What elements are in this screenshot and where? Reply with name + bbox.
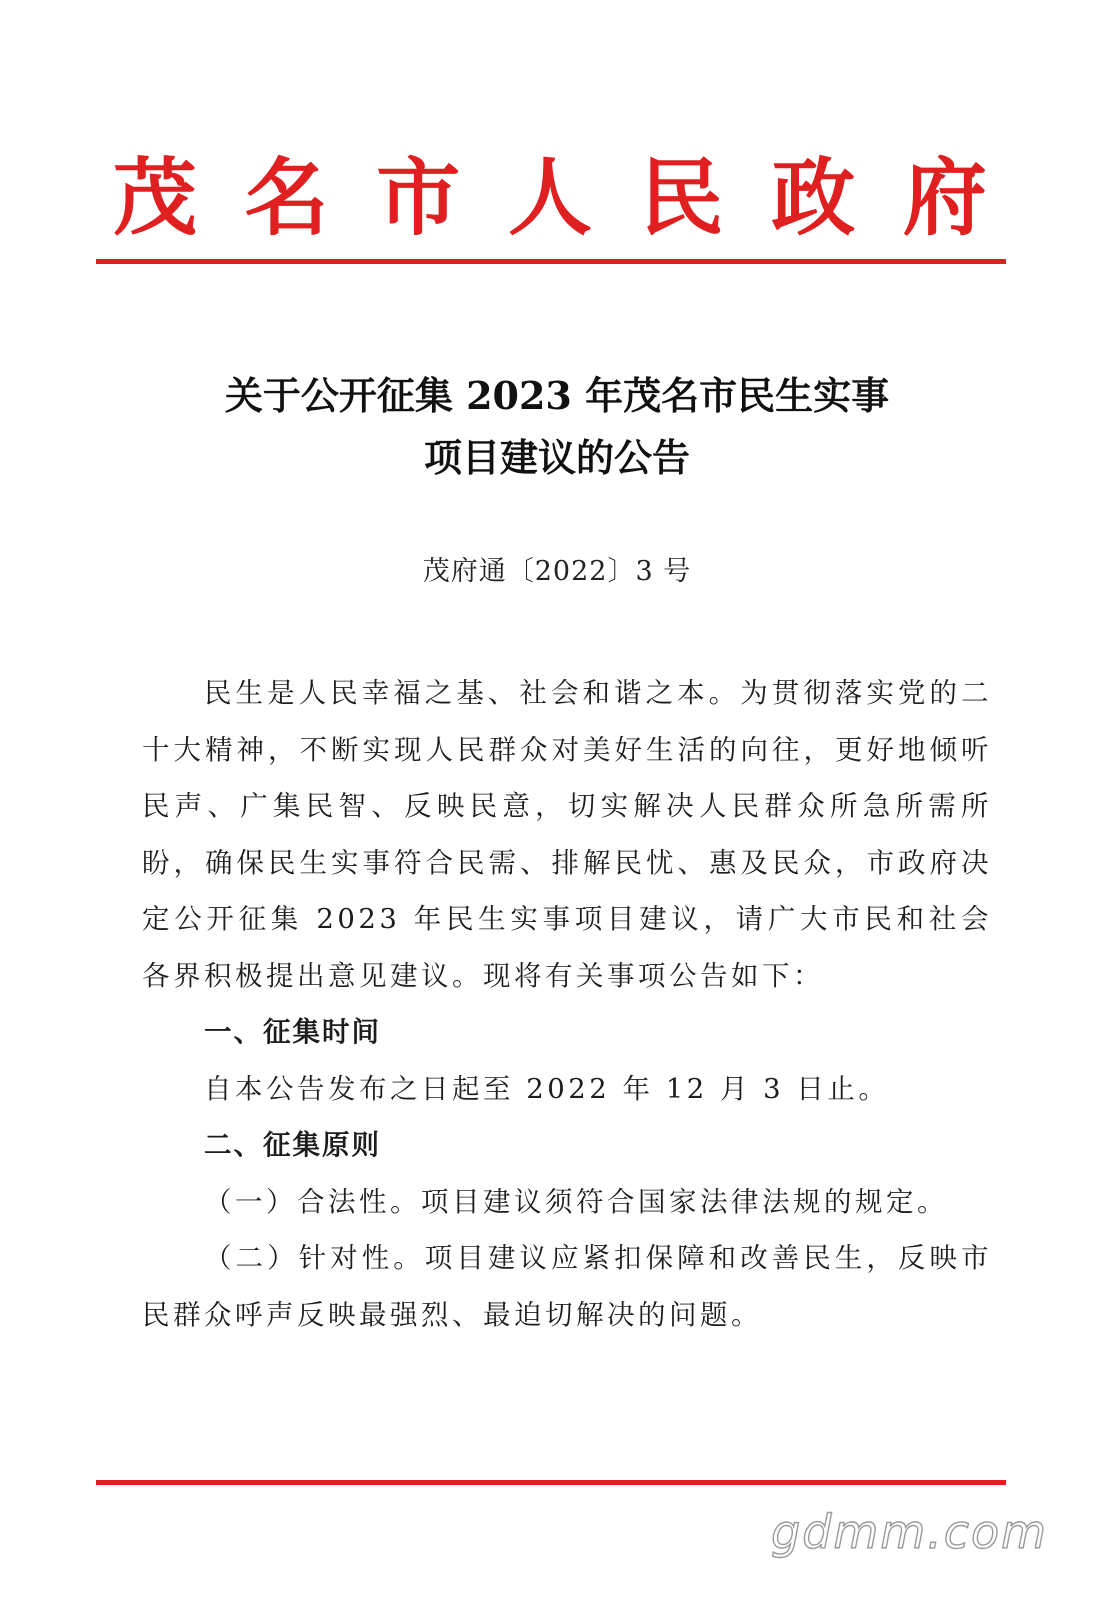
masthead-char: 名 bbox=[244, 148, 329, 247]
section-heading: 一、征集时间 bbox=[204, 1016, 381, 1048]
footer-divider bbox=[96, 1480, 1006, 1485]
header-divider bbox=[96, 259, 1006, 264]
intro-paragraph: 民生是人民幸福之基、社会和谐之本。为贯彻落实党的二十大精神，不断实现人民群众对美好生活的向往，更好地倾听民声、广集民智、反映民意，切实解决人民群众所急所需所盼，确保民生实事符合民需、排解民忧、惠及民众，市政府决定公开征集 2023 年民生实事项目建议，请广大市民和社会各界积极提出意见建议。现将有关事项公告如下： bbox=[142, 677, 992, 992]
masthead-char: 民 bbox=[639, 148, 724, 247]
document-title-line-2: 项目建议的公告 bbox=[423, 435, 690, 480]
document-number: 茂府通〔2022〕3 号 bbox=[422, 556, 692, 587]
document-title-line-1: 关于公开征集 2023 年茂名市民生实事 bbox=[224, 373, 890, 418]
section-paragraph: （一）合法性。项目建议须符合国家法律法规的规定。 bbox=[204, 1185, 948, 1218]
masthead-char: 府 bbox=[902, 148, 987, 247]
section-heading: 二、征集原则 bbox=[204, 1129, 381, 1161]
masthead bbox=[100, 148, 1000, 248]
masthead-char: 茂 bbox=[112, 148, 197, 247]
site-watermark: gdmm.com bbox=[771, 1505, 1048, 1559]
section-paragraph: 自本公告发布之日起至 2022 年 12 月 3 日止。 bbox=[204, 1072, 890, 1105]
masthead-char: 政 bbox=[771, 148, 856, 247]
masthead-char: 市 bbox=[376, 148, 461, 247]
masthead-char: 人 bbox=[507, 148, 592, 247]
document-body bbox=[142, 665, 992, 1343]
section-paragraph: （二）针对性。项目建议应紧扣保障和改善民生，反映市民群众呼声反映最强烈、最迫切解决的问题。 bbox=[142, 1242, 992, 1331]
